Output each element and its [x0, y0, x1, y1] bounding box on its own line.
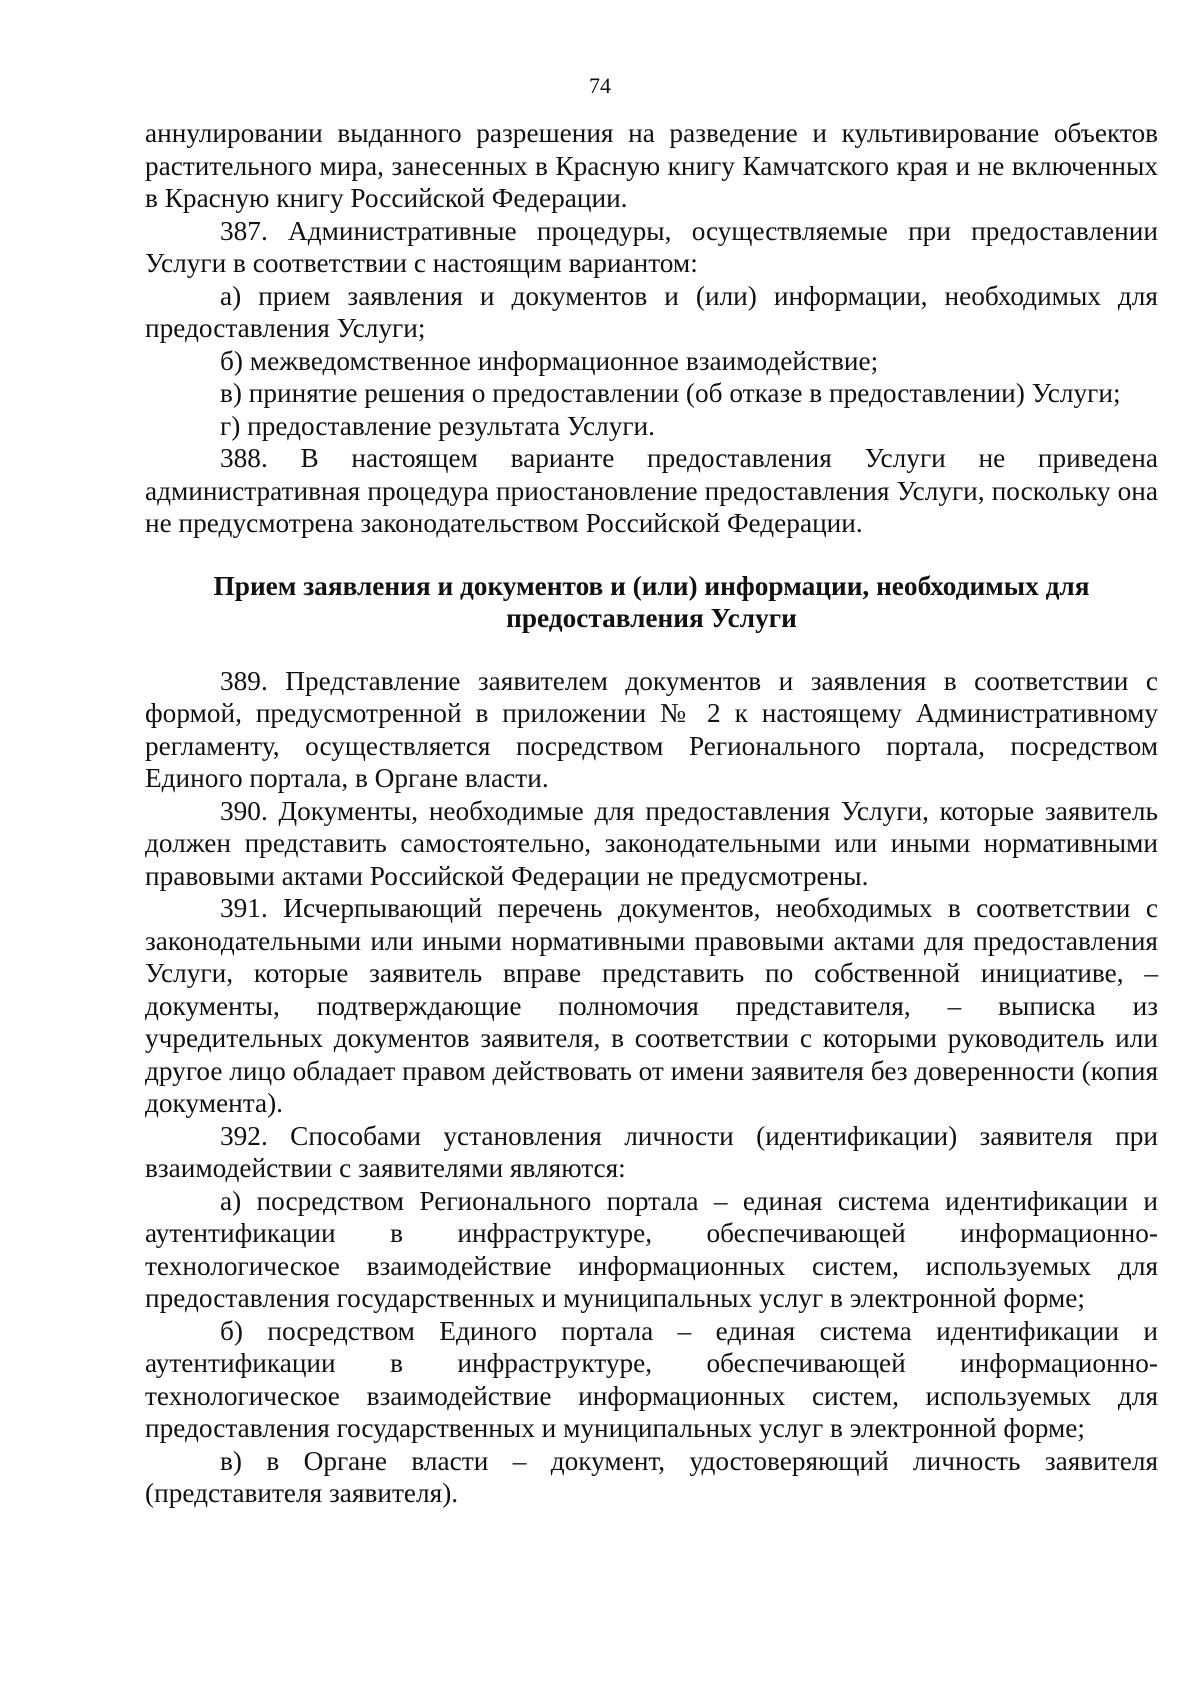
- paragraph-387-g: г) предоставление результата Услуги.: [220, 410, 655, 441]
- section-heading: Прием заявления и документов и (или) информации, необходимых для предоставления Услуги: [213, 570, 1090, 633]
- page-number: 74: [589, 73, 611, 98]
- paragraph-387-b: б) межведомственное информационное взаимодействие;: [220, 345, 879, 376]
- paragraph-388: 388. В настоящем варианте предоставления Услуги не приведена административная процедура приостановление предоставления Услуги, поскольку она не предусмотрена законодательством Российской Федерации.: [145, 443, 1158, 538]
- paragraph-390: 390. Документы, необходимые для предоставления Услуги, которые заявитель должен представить самостоятельно, законодательными или иными нормативными правовыми актами Российской Федерации не предусмотрены.: [145, 795, 1158, 891]
- paragraph-387-a: а) прием заявления и документов и (или) информации, необходимых для предоставления Услуги;: [145, 280, 1158, 343]
- paragraph-387: 387. Административные процедуры, осуществляемые при предоставлении Услуги в соответствии с настоящим вариантом:: [145, 215, 1158, 278]
- document-body: [145, 117, 1158, 1510]
- paragraph-392-b: б) посредством Единого портала – единая система идентификации и аутентификации в инфраструктуре, обеспечивающей информационно-технологическое взаимодействие информационных систем, используемых для предоставления государственных и муниципальных услуг в электронной форме;: [145, 1315, 1158, 1443]
- paragraph-387-v: в) принятие решения о предоставлении (об отказе в предоставлении) Услуги;: [220, 378, 1121, 408]
- paragraph-391: 391. Исчерпывающий перечень документов, необходимых в соответствии с законодательными или иными нормативными правовыми актами для предоставления Услуги, которые заявитель вправе представить по собственной инициативе, – документы, подтверждающие полномочия представителя, – выписка из учредительных документов заявителя, в соответствии с которыми руководитель или другое лицо обладает правом действовать от имени заявителя без доверенности (копия документа).: [145, 893, 1158, 1118]
- paragraph-392: 392. Способами установления личности (идентификации) заявителя при взаимодействии с заявителями являются:: [145, 1120, 1158, 1183]
- paragraph-392-v: в) в Органе власти – документ, удостоверяющий личность заявителя (представителя заявителя).: [145, 1445, 1158, 1508]
- paragraph-392-a: а) посредством Регионального портала – единая система идентификации и аутентификации в инфраструктуре, обеспечивающей информационно-технологическое взаимодействие информационных систем, используемых для предоставления государственных и муниципальных услуг в электронной форме;: [145, 1185, 1158, 1313]
- paragraph-389: 389. Представление заявителем документов и заявления в соответствии с формой, предусмотренной в приложении № 2 к настоящему Административному регламенту, осуществляется посредством Регионального портала, посредством Единого портала, в Органе власти.: [145, 665, 1158, 793]
- paragraph-continuation: аннулировании выданного разрешения на разведение и культивирование объектов растительного мира, занесенных в Красную книгу Камчатского края и не включенных в Красную книгу Российской Федерации.: [145, 118, 1158, 213]
